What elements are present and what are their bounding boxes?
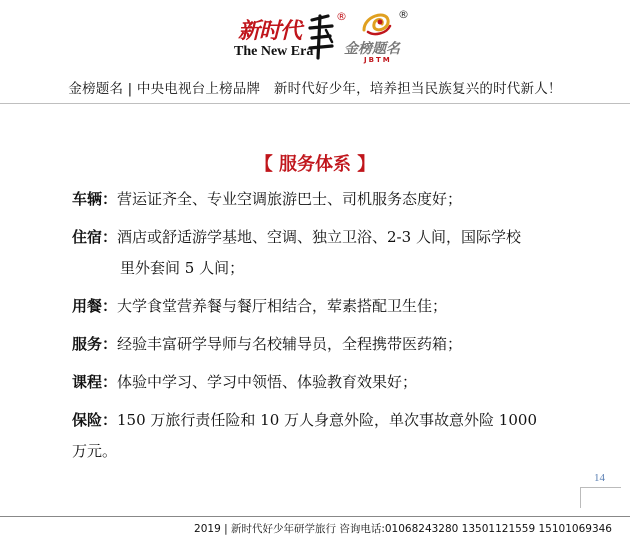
item-text-continued: 万元。: [72, 442, 118, 460]
section-title: 【 服务体系 】: [254, 154, 376, 175]
service-item-meals: [72, 291, 572, 322]
new-era-logo-en: The New Era: [234, 44, 314, 59]
item-label: 住宿：: [72, 228, 118, 246]
jbtm-logo-sub: JBTM: [364, 56, 392, 64]
item-text: 营运证齐全、专业空调旅游巴士、司机服务态度好；: [117, 190, 463, 208]
item-text: 大学食堂营养餐与餐厅相结合，荤素搭配卫生佳；: [117, 297, 448, 315]
footer-text: 2019 | 新时代好少年研学旅行 咨询电话:01068243280 13501121559 15101069346: [194, 523, 612, 535]
jbtm-logo-cn: 金榜题名: [344, 41, 400, 57]
new-era-logo-cn: 新时代: [238, 18, 302, 44]
item-text: 150 万旅行责任险和 10 万人身意外险，单次事故意外险 1000: [117, 411, 537, 429]
service-item-service: [72, 329, 572, 360]
item-label: 保险：: [72, 411, 118, 429]
header-logos: [0, 6, 630, 68]
header-divider: [0, 103, 630, 104]
item-text-continued: 里外套间 5 人间；: [120, 259, 245, 277]
item-label: 服务：: [72, 335, 118, 353]
item-text: 经验丰富研学导师与名校辅导员，全程携带医药箱；: [117, 335, 463, 353]
item-label: 车辆：: [72, 190, 118, 208]
page-corner-mark: [580, 487, 621, 508]
footer-divider: [0, 516, 630, 517]
new-era-logo: [232, 10, 350, 66]
registered-mark-2: ®: [398, 8, 409, 21]
item-text: 酒店或舒适游学基地、空调、独立卫浴、2-3 人间，国际学校: [117, 228, 521, 246]
service-item-lodging: [72, 222, 572, 284]
page-number: 14: [594, 472, 605, 484]
service-list: [72, 184, 572, 467]
service-item-courses: [72, 367, 572, 398]
item-label: 课程：: [72, 373, 118, 391]
item-label: 用餐：: [72, 297, 118, 315]
swirl-icon: [360, 8, 394, 38]
registered-mark: ®: [336, 10, 347, 23]
slogan: 金榜题名 | 中央电视台上榜品牌 新时代好少年，培养担当民族复兴的时代新人！: [68, 81, 562, 97]
item-text: 体验中学习、学习中领悟、体验教育效果好；: [117, 373, 418, 391]
service-item-insurance: [72, 405, 572, 467]
jbtm-logo: [342, 8, 442, 66]
service-item-vehicle: [72, 184, 572, 215]
